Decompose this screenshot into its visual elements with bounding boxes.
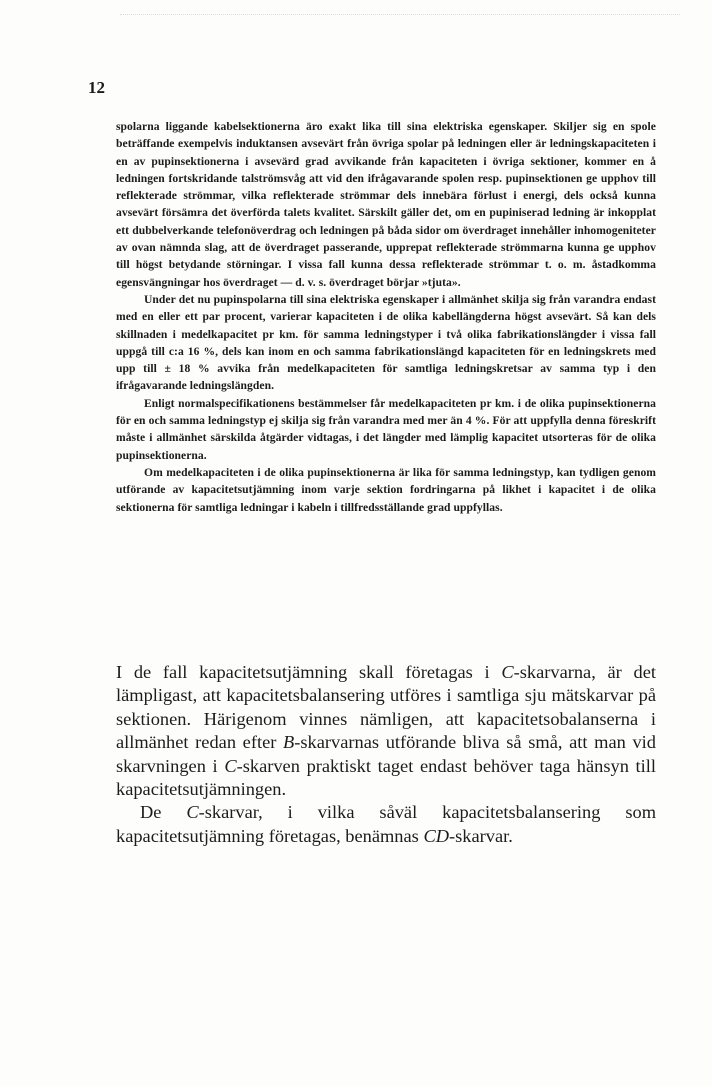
small-paragraph-2: Under det nu pupinspolarna till sina elektriska egenskaper i allmänhet skilja sig från varandra endast med en eller ett par procent, varierar kapaciteten i de olika kabellängderna högst avsevärt. Så kan dels skillnaden i medelkapacitet pr km. för samma ledningstyper i två olika fabrikationslängder i vissa fall uppgå till c:a 16 %, dels kan inom en och samma fabrikationslängd kapaciteten för en ledningskrets med upp till ± 18 % avvika från medelkapaciteten för samtliga ledningskretsar av samma typ i den ifrågavarande ledningslängden.: [116, 292, 656, 393]
small-paragraph-1: spolarna liggande kabelsektionerna äro exakt lika till sina elektriska egenskaper. Skiljer sig en spole beträffande exempelvis induktansen avsevärt från övriga spolar på ledningen eller är ledningskapaciteten i en av pupinsektionerna i avsevärd grad avvikande från kapaciteten i övriga sektioner, kommer en å ledningen fortskridande talströmsvåg att vid den ifrågavarande spolen resp. pupinsektionen ge upphov till reflekterade strömmar, vilka reflekterade strömmar dels innebära förlust i energi, dels också kunna avsevärt försämra det överförda talets kvalitet. Särskilt gäller det, om en pupiniserad ledning är inkopplat ett dubbelverkande telefonöverdrag och ledningen på båda sidor om överdraget innehåller inhomogeniteter av ovan nämnda slag, att de överdraget passerande, upprepat reflekterade strömmarna kunna ge upphov till högst betydande störningar. I vissa fall kunna dessa reflekterade strömmar t. o. m. åstadkomma egensvängningar hos överdraget — d. v. s. överdraget börjar »tjuta».: [116, 120, 656, 289]
main-text-section: [116, 661, 656, 848]
main-paragraph-2: De C-skarvar, i vilka såväl kapacitetsbalansering som kapacitetsutjämning företagas, benämnas CD-skarvar.: [116, 802, 657, 846]
small-paragraph-3: Enligt normalspecifikationens bestämmelser får medelkapaciteten pr km. i de olika pupinsektionerna för en och samma ledningstyp ej skilja sig från varandra med mer än 4 %. För att uppfylla denna föreskrift måste i allmänhet särskilda åtgärder vidtagas, i det längder med lämplig kapacitet utsorteras för de olika pupinsektionerna.: [116, 396, 656, 462]
main-paragraph-1: I de fall kapacitetsutjämning skall företagas i C-skarvarna, är det lämpligast, att kapacitetsbalansering utföres i samtliga sju mätskarvar på sektionen. Härigenom vinnes nämligen, att kapacitetsobalanserna i allmänhet redan efter B-skarvarnas utförande bliva så små, att man vid skarvningen i C-skarven praktiskt taget endast behöver taga hänsyn till kapacitetsutjämningen.: [116, 662, 656, 800]
small-paragraph-4: Om medelkapaciteten i de olika pupinsektionerna är lika för samma ledningstyp, kan tydligen genom utförande av kapacitetsutjämning inom varje sektion fordringarna på likhet i kapacitet i de olika sektionerna för samtliga ledningar i kabeln i tillfredsställande grad uppfyllas.: [116, 465, 656, 514]
scan-artifact-line: [120, 14, 680, 17]
small-print-section: [116, 118, 656, 516]
page-number: 12: [88, 78, 105, 97]
